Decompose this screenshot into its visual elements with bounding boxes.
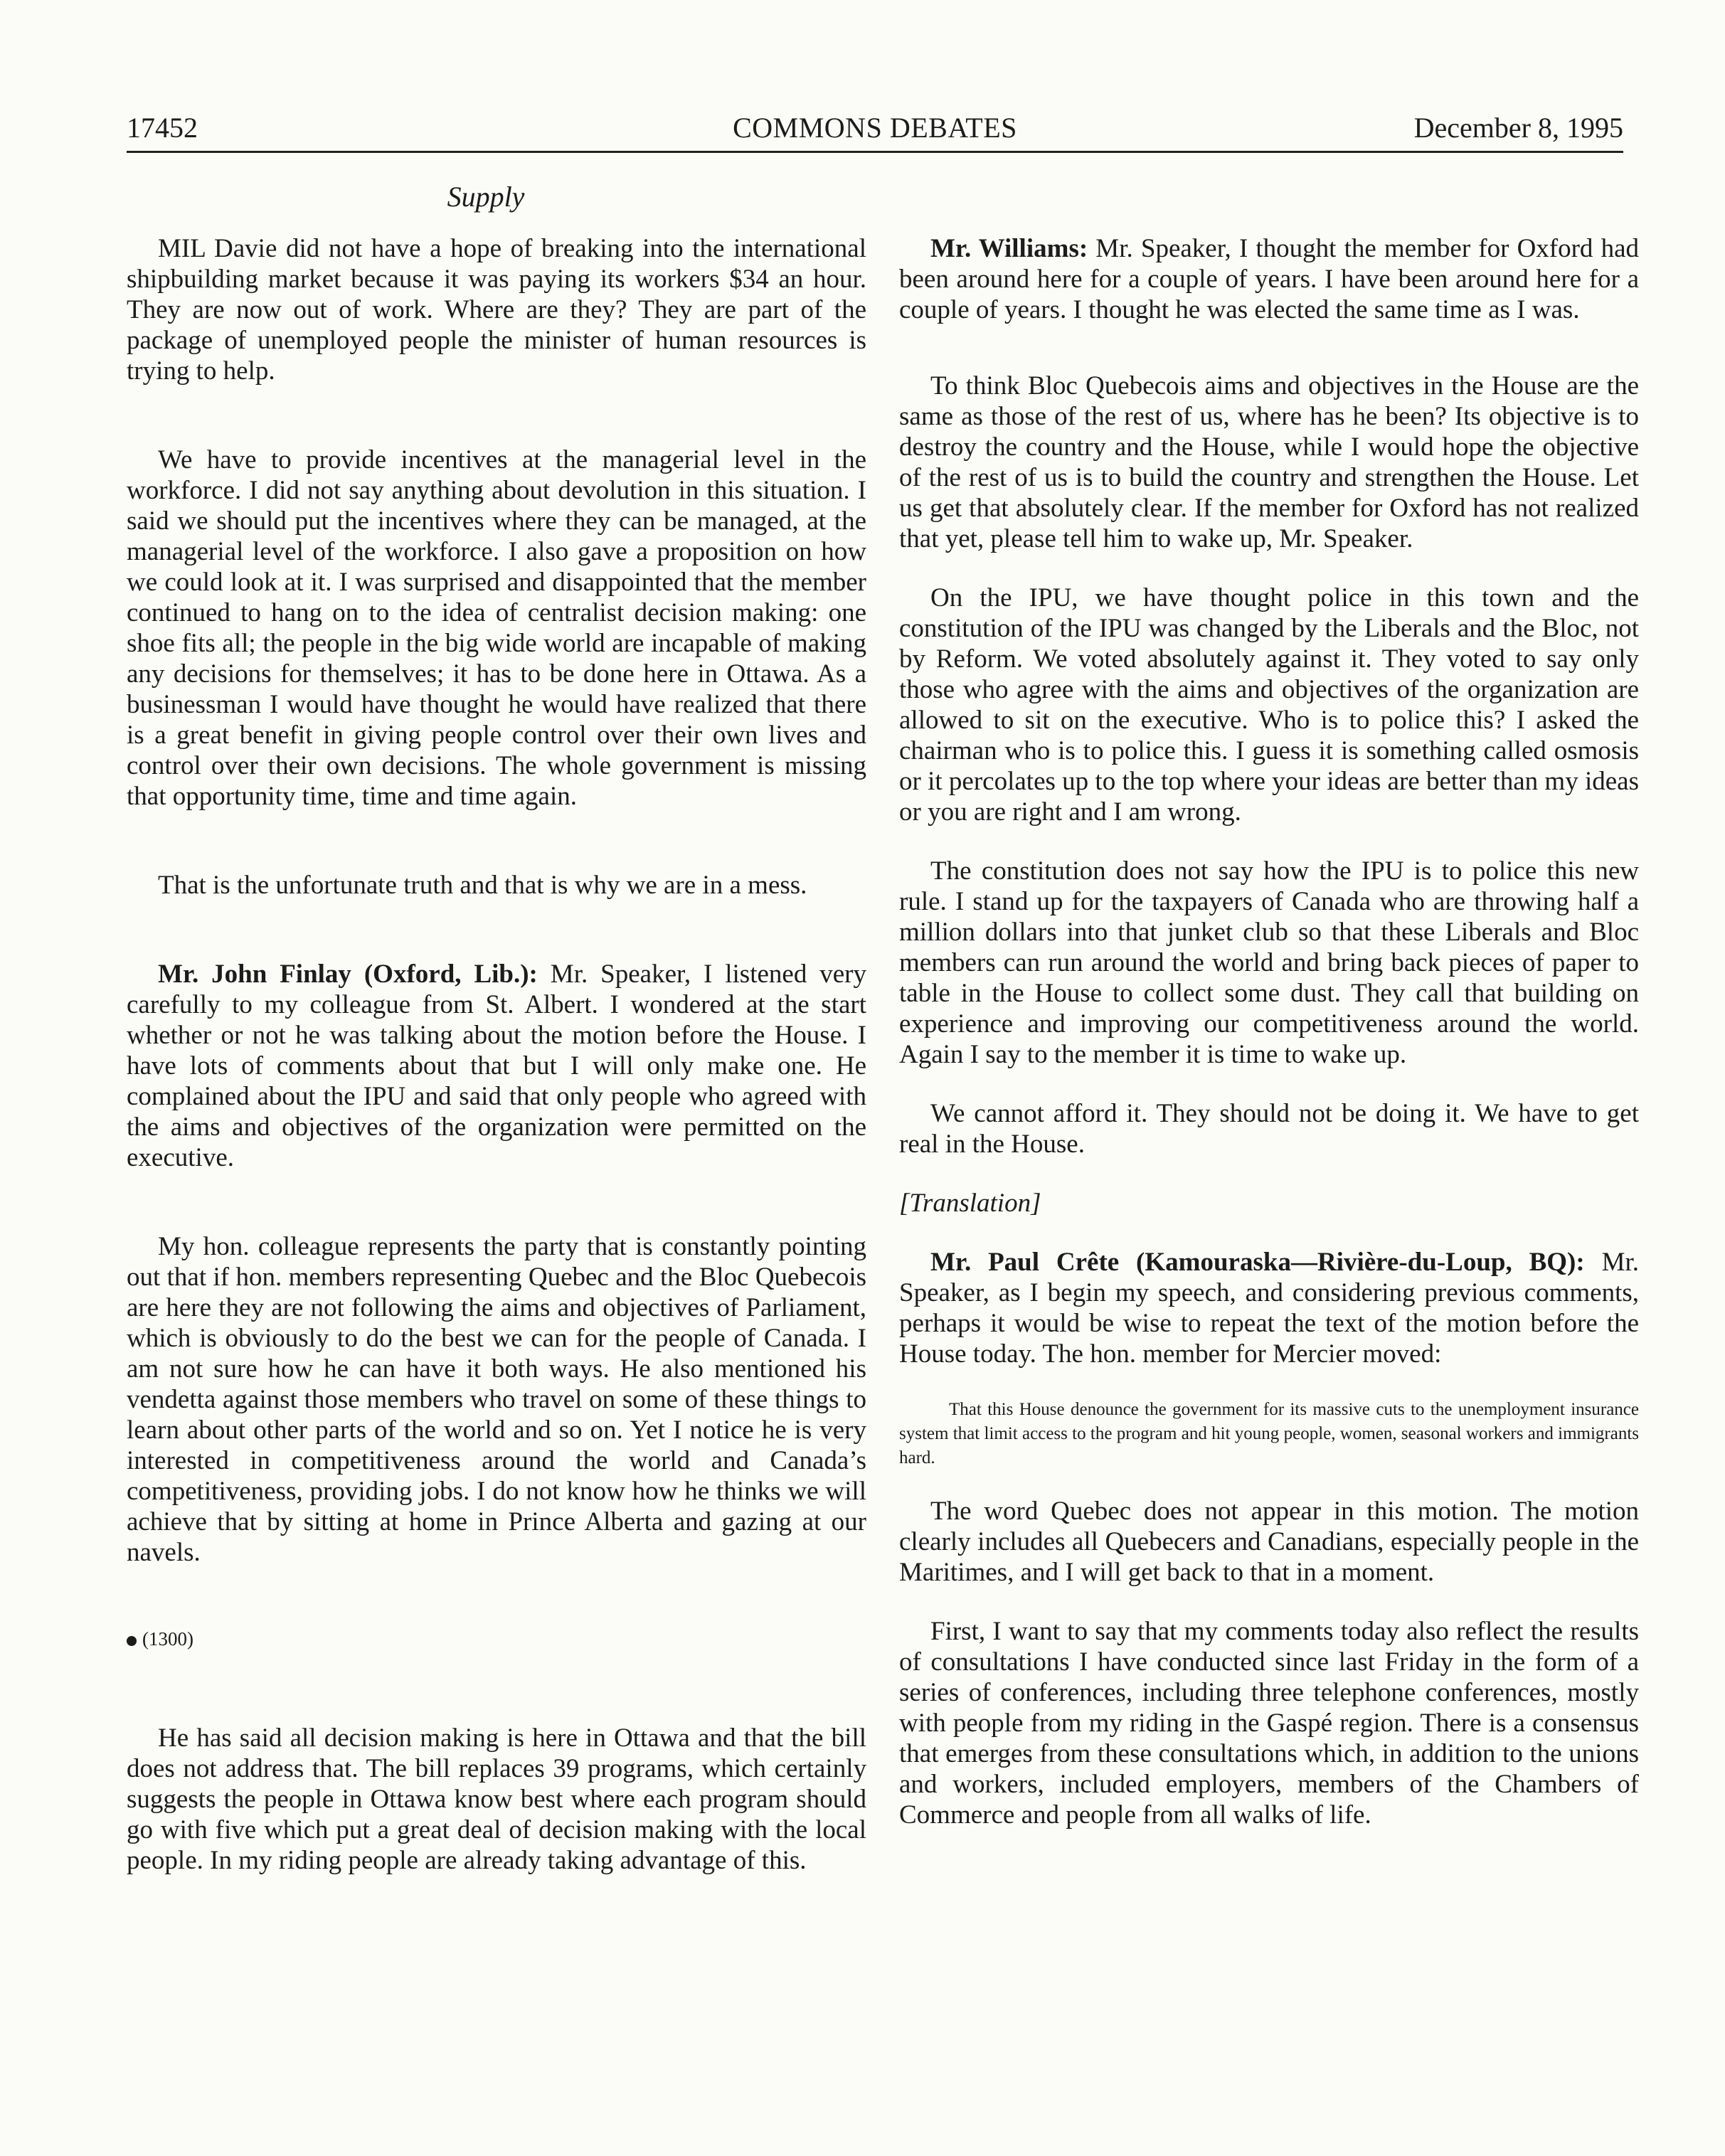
paragraph: He has said all decision making is here in Ottawa and that the bill does not address that. The bill replaces 39 programs, which certainly suggests the people in Ottawa know best where each program should go with five which put a great deal of decision making with the local people. In my riding people are already taking advantage of this. — [127, 1724, 866, 1875]
translation-tag: [Translation] — [899, 1189, 1041, 1218]
speaker-name: Mr. Paul Crête (Kamouraska—Rivière-du-Loup, BQ): — [930, 1248, 1585, 1277]
page-number: 17452 — [127, 112, 198, 144]
paragraph: MIL Davie did not have a hope of breaking into the international shipbuilding market because it was paying its workers $34 an hour. They are now out of work. Where are they? They are part of the package of unemployed people the minister of human resources is trying to help. — [127, 234, 866, 386]
speech-paragraph — [899, 1247, 1639, 1369]
paragraph: That is the unfortunate truth and that is why we are in a mess. — [158, 871, 807, 900]
speech-text: Mr. Speaker, as I begin my speech, and considering previous comments, perhaps it would be wise to repeat the text of the motion before the House today. The hon. member for Mercier moved: — [899, 1248, 1639, 1369]
bullet-icon — [127, 1636, 137, 1646]
speech-text: Mr. Speaker, I thought the member for Oxford had been around here for a couple of years. I have been around here for a couple of years. I thought he was elected the same time as I was. — [899, 234, 1639, 324]
publication-date: December 8, 1995 — [1413, 112, 1623, 144]
paragraph: The word Quebec does not appear in this motion. The motion clearly includes all Quebecers and Canadians, especially people in the Maritimes, and I will get back to that in a moment. — [899, 1497, 1639, 1587]
timestamp — [127, 1626, 866, 1652]
paragraph: On the IPU, we have thought police in this town and the constitution of the IPU was changed by the Liberals and the Bloc, not by Reform. We voted absolutely against it. They voted to say only those who agree with the aims and objectives of the organization are allowed to sit on the executive. Who is to police this? I asked the chairman who is to police this. I guess it is something called osmosis or it percolates up to the top where your ideas are better than my ideas or you are right and I am wrong. — [899, 583, 1639, 827]
page-header — [127, 107, 1623, 149]
motion-quote: That this House denounce the government for its massive cuts to the unemployment insurance system that limit access to the program and hit young people, women, seasonal workers and immigrants hard. — [899, 1400, 1639, 1467]
section-title: Supply — [447, 181, 525, 213]
left-column — [127, 233, 866, 1904]
speaker-name: Mr. John Finlay (Oxford, Lib.): — [158, 960, 538, 989]
paragraph: My hon. colleague represents the party that is constantly pointing out that if hon. members representing Quebec and the Bloc Quebecois are here they are not following the aims and objectives of Parliament, which is obviously to do the best we can for the people of Canada. I am not sure how he can have it both ways. He also mentioned his vendetta against those members who travel on some of these things to learn about other parts of the world and so on. Yet I notice he is very interested in competitiveness around the world and Canada’s competitiveness, providing jobs. I do not know how he thinks we will achieve that by sitting at home in Prince Alberta and gazing at our navels. — [127, 1232, 866, 1567]
paragraph: We cannot afford it. They should not be doing it. We have to get real in the House. — [899, 1099, 1639, 1159]
header-rule — [127, 151, 1623, 153]
timestamp-text: (1300) — [142, 1628, 193, 1650]
paragraph: First, I want to say that my comments today also reflect the results of consultations I have conducted since last Friday in the form of a series of conferences, including three telephone conferences, mostly with people from my riding in the Gaspé region. There is a consensus that emerges from these consultations which, in addition to the unions and workers, included employers, members of the Chambers of Commerce and people from all walks of life. — [899, 1617, 1639, 1830]
paragraph: We have to provide incentives at the managerial level in the workforce. I did not say anything about devolution in this situation. I said we should put the incentives where they can be managed, at the managerial level of the workforce. I also gave a proposition on how we could look at it. I was surprised and disappointed that the member continued to hang on to the idea of centralist decision making: one shoe fits all; the people in the big wide world are incapable of making any decisions for themselves; it has to be done here in Ottawa. As a businessman I would have thought he would have realized that there is a great benefit in giving people control over their own lives and control over their own decisions. The whole government is missing that opportunity time, time and time again. — [127, 445, 866, 811]
speech-paragraph — [127, 959, 866, 1173]
paragraph: The constitution does not say how the IPU is to police this new rule. I stand up for the taxpayers of Canada who are throwing half a million dollars into that junket club so that these Liberals and Bloc members can run around the world and bring back pieces of paper to table in the House to collect some dust. They call that building on experience and improving our competitiveness around the world. Again I say to the member it is time to wake up. — [899, 856, 1639, 1069]
paragraph: To think Bloc Quebecois aims and objectives in the House are the same as those of the rest of us, where has he been? Its objective is to destroy the country and the House, while I would hope the objective of the rest of us is to build the country and strengthen the House. Let us get that absolutely clear. If the member for Oxford has not realized that yet, please tell him to wake up, Mr. Speaker. — [899, 371, 1639, 553]
speech-paragraph — [899, 233, 1639, 325]
speaker-name: Mr. Williams: — [930, 234, 1088, 263]
journal-title: COMMONS DEBATES — [733, 112, 1017, 144]
right-column — [899, 233, 1639, 1859]
speech-text: Mr. Speaker, I listened very carefully to my colleague from St. Albert. I wondered at the start whether or not he was talking about the motion before the House. I have lots of comments about that but I will only make one. He complained about the IPU and said that only people who agreed with the aims and objectives of the organization were permitted on the executive. — [127, 960, 866, 1172]
